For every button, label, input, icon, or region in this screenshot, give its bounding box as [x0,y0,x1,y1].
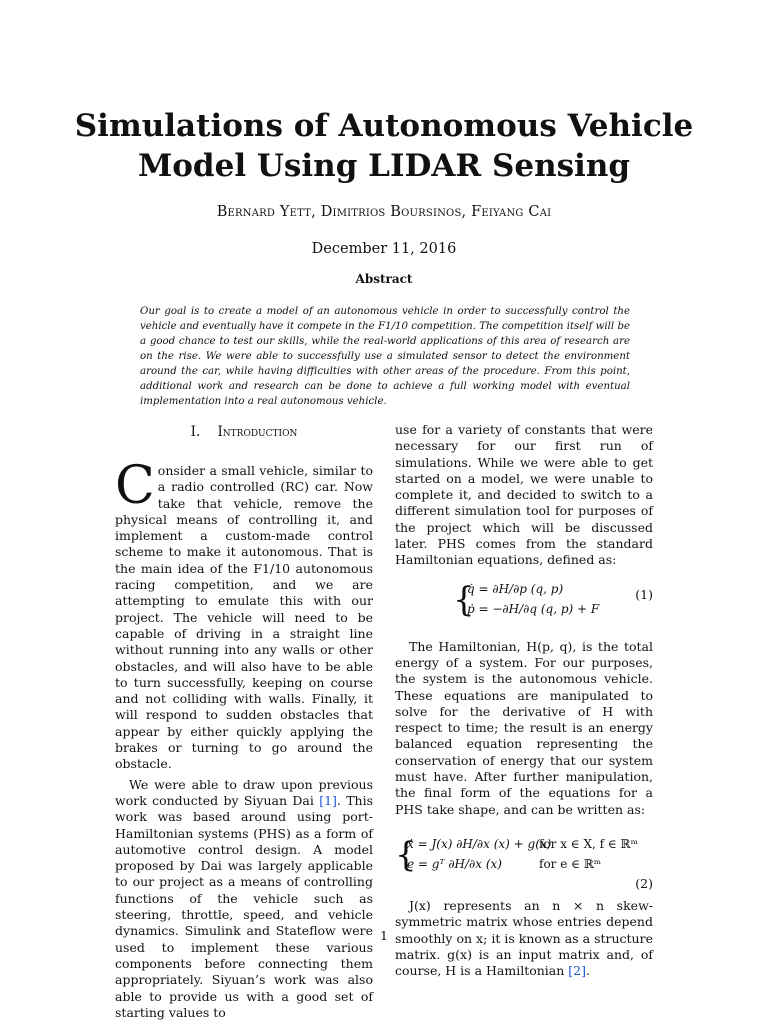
right-column [395,422,653,979]
intro-paragraph-2-text-a: We were able to draw upon previous work conducted by Siyuan Dai [115,776,373,808]
equation-2-line-1-condition: for x ∈ X, f ∈ ℝᵐ [539,836,638,851]
abstract-heading: Abstract [355,272,413,286]
right-paragraph-3-text-b: . [586,963,590,979]
intro-paragraph-2-text-b: . This work was based around using port-Hamiltonian systems (PHS) as a form of automotive control design. A model proposed by Dai was largely applicable to our project as a means of controlling functions of the vehicle such as steering, throttle, speed, and vehicle dynamics. Simulink and Stateflow were used to implement these various components before connecting them appropriately. Siyuan’s work was also able to provide us with a good set of starting values to [115,792,374,1020]
section-heading-introduction [115,422,373,442]
intro-paragraph-1-text: onsider a small vehicle, similar to a radio controlled (RC) car. Now take that vehicle, remove the physical means of controlling it, and implement a custom-made control scheme to make it autonomous. That is the main idea of the F1/10 autonomous racing competition, and we are attempting to emulate this with our project. The vehicle will need to be capable of driving in a straight line without running into any walls or other obstacles, and will also have to be able to turn successfully, keeping on course and not colliding with walls. Finally, it will respond to sudden obstacles that appear by either quickly applying the brakes or turning to go around the obstacle. [115,463,373,772]
equation-1-number: (1) [635,586,653,602]
title-line-2: Model Using LIDAR Sensing [137,148,631,184]
section-name: Introduction [217,424,298,440]
equation-2-brace: { [395,834,417,875]
abstract-text: Our goal is to create a model of an autonomous vehicle in order to successfully control the vehicle and eventually have it compete in the F1/10 competition. The competition itself will be a good chance to test our skills, while the real-world applications of this area of research are on the rise. We were able to successfully use a simulated sensor to detect the environment around the car, while having difficulties with other areas of the procedure. From this point, additional work and research can be done to achieve a full working model with eventual implementation into a real autonomous vehicle. [140,306,630,407]
right-paragraph-2: The Hamiltonian, H(p, q), is the total energy of a system. For our purposes, the system is the autonomous vehicle. These equations are manipulated to solve for the derivative of H with respect to time; the result is an energy balanced equation representing the conservation of energy that our system must have. After further manipulation, the final form of the equations for a PHS take shape, and can be written as: [395,638,653,817]
intro-paragraph-2 [115,777,373,1021]
intro-paragraph-1 [115,456,373,773]
right-paragraph-1: use for a variety of constants that were necessary for our first run of simulations. While we were able to get started on a model, we were unable to complete it, and decided to switch to a different simulation tool for purposes of the project which will be discussed later. PHS comes from the standard Hamiltonian equations, defined as: [395,422,653,568]
equation-2-line-1: ẋ = J(x) ∂H/∂x (x) + g(x) [407,836,552,851]
publication-date: December 11, 2016 [311,241,457,257]
page-number: 1 [380,928,388,943]
equation-1 [395,575,653,631]
section-numeral: I. [190,424,201,440]
citation-link-1[interactable]: [1] [319,792,337,808]
right-paragraph-3-text-a: J(x) represents an n × n skew-symmetric matrix whose entries depend smoothly on x; it is known as a structure matrix. g(x) is an input matrix and, of course, H is a Hamiltonian [395,897,653,979]
author-list: Bernard Yett, Dimitrios Boursinos, Feiyang Cai [216,204,552,220]
equation-2 [395,832,653,898]
equation-2-number: (2) [635,875,653,891]
drop-cap: C [115,456,155,516]
equation-1-line-2: ṗ = −∂H/∂q (q, p) + F [467,601,600,616]
equation-2-line-2: e = gᵀ ∂H/∂x (x) [407,856,502,871]
paper-title [60,106,708,186]
equation-1-brace: { [453,579,475,620]
citation-link-2[interactable]: [2] [568,963,586,979]
title-line-1: Simulations of Autonomous Vehicle [74,108,694,144]
equation-1-line-1: q̇ = ∂H/∂p (q, p) [467,581,564,596]
equation-2-line-2-condition: for e ∈ ℝᵐ [539,856,602,871]
